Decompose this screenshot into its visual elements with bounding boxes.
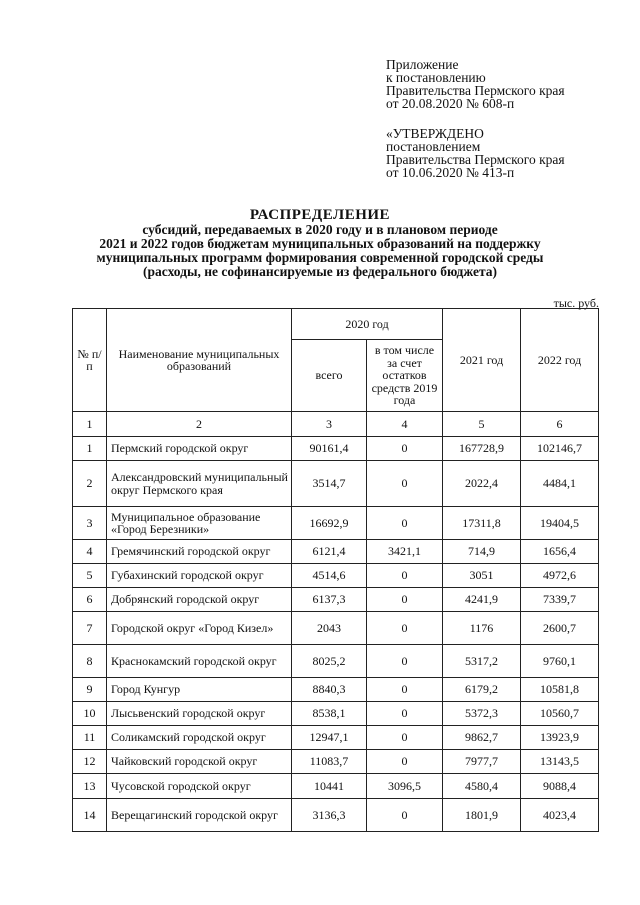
municipality-name-cell: Губахинский городской округ [107,564,292,588]
incl-2019-remainder-cell: 0 [367,437,443,461]
amount-2021-cell: 3051 [443,564,521,588]
incl-2019-remainder-cell: 3096,5 [367,774,443,799]
amount-2022-cell: 4484,1 [521,461,599,507]
document-title: РАСПРЕДЕЛЕНИЕ [249,207,391,223]
header-2022: 2022 год [521,309,599,412]
subtitle-line: субсидий, передаваемых в 2020 году и в плановом периоде [142,222,498,237]
subtitle-line: 2021 и 2022 годов бюджетам муниципальных образований на поддержку [99,236,541,251]
incl-2019-remainder-cell: 0 [367,678,443,702]
amount-2022-cell: 1656,4 [521,540,599,564]
column-number: 3 [292,412,367,437]
total-2020-cell: 3514,7 [292,461,367,507]
municipality-name-cell: Муниципальное образование «Город Березники» [107,507,292,540]
municipality-name-cell: Гремячинский городской округ [107,540,292,564]
municipality-name-cell: Пермский городской округ [107,437,292,461]
row-number-cell: 10 [73,702,107,726]
approval-block [386,127,565,179]
amount-2021-cell: 167728,9 [443,437,521,461]
table-row [73,437,599,461]
total-2020-cell: 6121,4 [292,540,367,564]
row-number-cell: 1 [73,437,107,461]
amount-2021-cell: 9862,7 [443,726,521,750]
municipality-name-cell: Александровский муниципальный округ Пермского края [107,461,292,507]
amount-2021-cell: 714,9 [443,540,521,564]
total-2020-cell: 4514,6 [292,564,367,588]
table-row [73,799,599,832]
incl-2019-remainder-cell: 0 [367,461,443,507]
header-num: № п/п [73,309,107,412]
appendix-line: Приложение [386,57,459,72]
amount-2021-cell: 6179,2 [443,678,521,702]
header-total: всего [292,340,367,412]
amount-2022-cell: 102146,7 [521,437,599,461]
row-number-cell: 7 [73,612,107,645]
municipality-name-cell: Краснокамский городской округ [107,645,292,678]
header-name: Наименование муниципальных образований [107,309,292,412]
amount-2022-cell: 10581,8 [521,678,599,702]
subtitle-line: (расходы, не софинансируемые из федерального бюджета) [143,264,497,279]
amount-2021-cell: 1176 [443,612,521,645]
table-row [73,678,599,702]
row-number-cell: 14 [73,799,107,832]
amount-2022-cell: 10560,7 [521,702,599,726]
amount-2022-cell: 13923,9 [521,726,599,750]
municipality-name-cell: Лысьвенский городской округ [107,702,292,726]
amount-2021-cell: 4241,9 [443,588,521,612]
amount-2021-cell: 2022,4 [443,461,521,507]
incl-2019-remainder-cell: 0 [367,588,443,612]
table-body [73,437,599,832]
incl-2019-remainder-cell: 3421,1 [367,540,443,564]
table-row [73,588,599,612]
appendix-block [386,58,565,110]
table-row [73,702,599,726]
incl-2019-remainder-cell: 0 [367,645,443,678]
document-subtitle [0,223,640,279]
total-2020-cell: 8840,3 [292,678,367,702]
table-row [73,726,599,750]
amount-2022-cell: 2600,7 [521,612,599,645]
amount-2022-cell: 13143,5 [521,750,599,774]
amount-2022-cell: 4023,4 [521,799,599,832]
row-number-cell: 5 [73,564,107,588]
row-number-cell: 2 [73,461,107,507]
municipality-name-cell: Добрянский городской округ [107,588,292,612]
approval-line: постановлением [386,139,481,154]
incl-2019-remainder-cell: 0 [367,507,443,540]
total-2020-cell: 10441 [292,774,367,799]
municipality-name-cell: Город Кунгур [107,678,292,702]
incl-2019-remainder-cell: 0 [367,750,443,774]
total-2020-cell: 2043 [292,612,367,645]
incl-2019-remainder-cell: 0 [367,799,443,832]
municipality-name-cell: Соликамский городской округ [107,726,292,750]
total-2020-cell: 12947,1 [292,726,367,750]
total-2020-cell: 8025,2 [292,645,367,678]
appendix-line: от 20.08.2020 № 608-п [386,96,515,111]
approval-line: Правительства Пермского края [386,152,565,167]
row-number-cell: 4 [73,540,107,564]
table-row [73,564,599,588]
table-row [73,507,599,540]
column-number: 6 [521,412,599,437]
table-row [73,645,599,678]
municipality-name-cell: Городской округ «Город Кизел» [107,612,292,645]
table-row [73,750,599,774]
row-number-cell: 3 [73,507,107,540]
amount-2022-cell: 4972,6 [521,564,599,588]
total-2020-cell: 3136,3 [292,799,367,832]
amount-2021-cell: 1801,9 [443,799,521,832]
table-row [73,612,599,645]
row-number-cell: 8 [73,645,107,678]
appendix-line: к постановлению [386,70,486,85]
column-number: 2 [107,412,292,437]
total-2020-cell: 8538,1 [292,702,367,726]
amount-2021-cell: 5317,2 [443,645,521,678]
row-number-cell: 9 [73,678,107,702]
amount-2021-cell: 5372,3 [443,702,521,726]
amount-2022-cell: 19404,5 [521,507,599,540]
incl-2019-remainder-cell: 0 [367,612,443,645]
row-number-cell: 11 [73,726,107,750]
amount-2022-cell: 7339,7 [521,588,599,612]
row-number-cell: 6 [73,588,107,612]
row-number-cell: 13 [73,774,107,799]
table-row [73,774,599,799]
incl-2019-remainder-cell: 0 [367,726,443,750]
amount-2022-cell: 9088,4 [521,774,599,799]
total-2020-cell: 16692,9 [292,507,367,540]
appendix-line: Правительства Пермского края [386,83,565,98]
header-2020: 2020 год [292,309,443,340]
column-number: 1 [73,412,107,437]
header-incl: в том числе за счет остатков средств 2019 года [367,340,443,412]
header-2021: 2021 год [443,309,521,412]
incl-2019-remainder-cell: 0 [367,564,443,588]
amount-2021-cell: 17311,8 [443,507,521,540]
amount-2021-cell: 7977,7 [443,750,521,774]
total-2020-cell: 6137,3 [292,588,367,612]
amount-2021-cell: 4580,4 [443,774,521,799]
subtitle-line: муниципальных программ формирования современной городской среды [96,250,544,265]
table-row [73,540,599,564]
total-2020-cell: 90161,4 [292,437,367,461]
incl-2019-remainder-cell: 0 [367,702,443,726]
approval-line: «УТВЕРЖДЕНО [386,126,484,141]
total-2020-cell: 11083,7 [292,750,367,774]
municipality-name-cell: Чайковский городской округ [107,750,292,774]
distribution-table [72,308,599,832]
row-number-cell: 12 [73,750,107,774]
municipality-name-cell: Верещагинский городской округ [107,799,292,832]
units-label: тыс. руб. [553,296,599,310]
column-number: 5 [443,412,521,437]
table-row [73,461,599,507]
municipality-name-cell: Чусовской городской округ [107,774,292,799]
amount-2022-cell: 9760,1 [521,645,599,678]
approval-line: от 10.06.2020 № 413-п [386,165,515,180]
column-number: 4 [367,412,443,437]
